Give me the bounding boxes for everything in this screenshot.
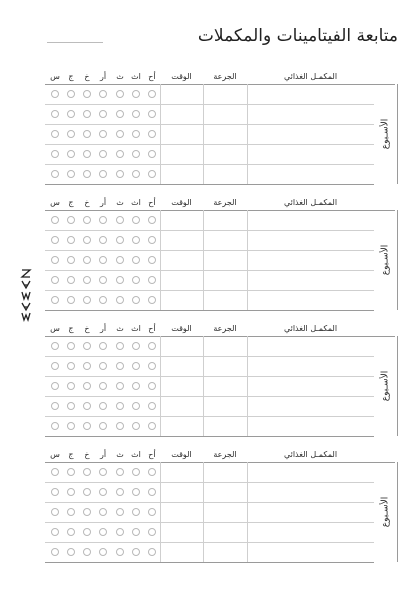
day-checkbox[interactable] [83,296,91,304]
time-cell[interactable] [160,210,203,230]
supplement-cell[interactable] [247,164,374,184]
day-checkbox[interactable] [132,276,140,284]
week-section [0,322,420,442]
day-checkbox[interactable] [51,276,59,284]
day-checkbox[interactable] [51,528,59,536]
day-header: ث [116,450,124,459]
time-cell[interactable] [160,270,203,290]
day-checkbox[interactable] [116,236,124,244]
day-checkbox[interactable] [99,422,107,430]
day-header: س [50,72,60,81]
column-header-time: الوقت [171,324,192,333]
day-checkbox[interactable] [67,422,75,430]
day-header: اث [131,72,141,81]
week-label [378,363,392,409]
time-cell[interactable] [160,230,203,250]
day-checkbox[interactable] [116,382,124,390]
day-checkbox[interactable] [132,256,140,264]
day-checkbox[interactable] [67,342,75,350]
supplement-cell[interactable] [247,290,374,310]
day-checkbox[interactable] [99,508,107,516]
day-checkbox[interactable] [51,422,59,430]
time-cell[interactable] [160,290,203,310]
day-checkbox[interactable] [99,488,107,496]
day-checkbox[interactable] [67,468,75,476]
day-checkbox[interactable] [116,508,124,516]
dose-cell[interactable] [203,290,247,310]
week-divider [397,336,398,436]
day-header: ث [116,198,124,207]
day-checkbox[interactable] [83,150,91,158]
time-cell[interactable] [160,416,203,436]
day-header: ج [68,198,74,207]
day-checkbox[interactable] [132,342,140,350]
day-checkbox[interactable] [67,90,75,98]
day-header: أر [99,72,107,81]
day-checkbox[interactable] [83,402,91,410]
dose-cell[interactable] [203,356,247,376]
day-checkbox[interactable] [51,256,59,264]
day-checkbox[interactable] [148,402,156,410]
day-header: ث [116,72,124,81]
day-checkbox[interactable] [148,382,156,390]
day-header: خ [84,324,90,333]
day-checkbox[interactable] [83,382,91,390]
day-header: اث [131,450,141,459]
day-checkbox[interactable] [99,382,107,390]
week-divider [397,462,398,562]
week-label [378,237,392,283]
time-cell[interactable] [160,462,203,482]
day-checkbox[interactable] [132,236,140,244]
day-checkbox[interactable] [51,90,59,98]
day-checkbox[interactable] [83,276,91,284]
day-checkbox[interactable] [132,548,140,556]
day-checkbox[interactable] [51,382,59,390]
day-header: خ [84,198,90,207]
day-checkbox[interactable] [51,296,59,304]
day-checkbox[interactable] [116,488,124,496]
day-checkbox[interactable] [132,508,140,516]
day-header: خ [84,450,90,459]
day-checkbox[interactable] [67,216,75,224]
day-checkbox[interactable] [116,528,124,536]
week-label-text: الأسـبوع [380,496,391,528]
column-header-dose: الجرعة [213,72,237,81]
time-cell[interactable] [160,144,203,164]
page-title: متابعة الفيتامينات والمكملات [197,26,398,46]
day-checkbox[interactable] [83,90,91,98]
day-header: أح [148,450,156,459]
day-checkbox[interactable] [116,170,124,178]
day-checkbox[interactable] [132,362,140,370]
row-line [45,436,374,437]
day-checkbox[interactable] [132,130,140,138]
day-checkbox[interactable] [132,216,140,224]
day-header: أر [99,198,107,207]
day-checkbox[interactable] [51,508,59,516]
day-checkbox[interactable] [116,90,124,98]
day-checkbox[interactable] [99,90,107,98]
day-header: أر [99,450,107,459]
supplement-cell[interactable] [247,144,374,164]
supplement-cell[interactable] [247,522,374,542]
day-checkbox[interactable] [132,382,140,390]
day-checkbox[interactable] [99,216,107,224]
day-checkbox[interactable] [148,422,156,430]
dose-cell[interactable] [203,144,247,164]
day-checkbox[interactable] [67,110,75,118]
day-checkbox[interactable] [148,342,156,350]
column-header-dose: الجرعة [213,324,237,333]
day-checkbox[interactable] [99,548,107,556]
supplement-cell[interactable] [247,104,374,124]
time-cell[interactable] [160,336,203,356]
dose-cell[interactable] [203,482,247,502]
week-section [0,448,420,568]
dose-cell[interactable] [203,336,247,356]
day-checkbox[interactable] [83,468,91,476]
day-checkbox[interactable] [83,422,91,430]
column-header-supplement: المكمـل الغذائي [283,450,338,459]
day-checkbox[interactable] [67,236,75,244]
supplement-cell[interactable] [247,336,374,356]
day-checkbox[interactable] [148,548,156,556]
week-label-text: الأسـبوع [380,118,391,150]
day-checkbox[interactable] [83,488,91,496]
dose-cell[interactable] [203,270,247,290]
day-checkbox[interactable] [148,276,156,284]
day-checkbox[interactable] [67,362,75,370]
time-cell[interactable] [160,84,203,104]
dose-cell[interactable] [203,522,247,542]
dose-cell[interactable] [203,396,247,416]
supplement-cell[interactable] [247,462,374,482]
dose-cell[interactable] [203,104,247,124]
day-checkbox[interactable] [67,276,75,284]
supplement-cell[interactable] [247,230,374,250]
day-checkbox[interactable] [99,276,107,284]
day-checkbox[interactable] [132,296,140,304]
day-checkbox[interactable] [83,342,91,350]
day-header: ج [68,450,74,459]
day-checkbox[interactable] [83,110,91,118]
dose-cell[interactable] [203,502,247,522]
day-checkbox[interactable] [99,296,107,304]
day-checkbox[interactable] [99,468,107,476]
day-checkbox[interactable] [67,508,75,516]
day-header: ج [68,324,74,333]
day-checkbox[interactable] [83,256,91,264]
time-cell[interactable] [160,522,203,542]
week-label-text: الأسـبوع [380,370,391,402]
day-checkbox[interactable] [132,90,140,98]
day-checkbox[interactable] [51,362,59,370]
day-checkbox[interactable] [67,382,75,390]
day-checkbox[interactable] [99,110,107,118]
supplement-cell[interactable] [247,270,374,290]
day-checkbox[interactable] [51,216,59,224]
row-line [45,562,374,563]
day-checkbox[interactable] [116,296,124,304]
day-header: أح [148,324,156,333]
day-checkbox[interactable] [83,528,91,536]
supplement-cell[interactable] [247,356,374,376]
day-checkbox[interactable] [67,548,75,556]
time-cell[interactable] [160,124,203,144]
dose-cell[interactable] [203,84,247,104]
dose-cell[interactable] [203,462,247,482]
supplement-cell[interactable] [247,124,374,144]
dose-cell[interactable] [203,164,247,184]
day-checkbox[interactable] [99,150,107,158]
dose-cell[interactable] [203,376,247,396]
day-checkbox[interactable] [148,256,156,264]
day-checkbox[interactable] [67,296,75,304]
supplement-cell[interactable] [247,542,374,562]
day-checkbox[interactable] [99,170,107,178]
day-header: اث [131,198,141,207]
day-checkbox[interactable] [148,170,156,178]
day-checkbox[interactable] [51,342,59,350]
day-checkbox[interactable] [132,422,140,430]
dose-cell[interactable] [203,230,247,250]
column-header-time: الوقت [171,198,192,207]
column-header-supplement: المكمـل الغذائي [283,72,338,81]
day-checkbox[interactable] [51,488,59,496]
day-checkbox[interactable] [51,402,59,410]
day-checkbox[interactable] [148,508,156,516]
time-cell[interactable] [160,250,203,270]
day-checkbox[interactable] [67,488,75,496]
day-checkbox[interactable] [132,110,140,118]
day-checkbox[interactable] [148,150,156,158]
day-checkbox[interactable] [132,170,140,178]
day-header: ث [116,324,124,333]
time-cell[interactable] [160,164,203,184]
day-checkbox[interactable] [148,236,156,244]
day-checkbox[interactable] [67,150,75,158]
day-header: أح [148,72,156,81]
day-checkbox[interactable] [132,468,140,476]
day-checkbox[interactable] [51,468,59,476]
supplement-cell[interactable] [247,210,374,230]
day-checkbox[interactable] [116,150,124,158]
day-checkbox[interactable] [99,256,107,264]
day-checkbox[interactable] [51,150,59,158]
date-line[interactable] [47,42,103,43]
day-checkbox[interactable] [148,488,156,496]
day-checkbox[interactable] [99,130,107,138]
day-checkbox[interactable] [116,110,124,118]
supplement-cell[interactable] [247,84,374,104]
day-checkbox[interactable] [99,362,107,370]
day-checkbox[interactable] [51,170,59,178]
day-checkbox[interactable] [148,362,156,370]
column-header-dose: الجرعة [213,450,237,459]
dose-cell[interactable] [203,210,247,230]
day-checkbox[interactable] [148,110,156,118]
day-checkbox[interactable] [83,236,91,244]
day-checkbox[interactable] [116,216,124,224]
column-header-dose: الجرعة [213,198,237,207]
column-header-supplement: المكمـل الغذائي [283,324,338,333]
time-cell[interactable] [160,542,203,562]
day-checkbox[interactable] [51,548,59,556]
day-header: س [50,198,60,207]
week-divider [397,84,398,184]
supplement-cell[interactable] [247,396,374,416]
day-checkbox[interactable] [99,236,107,244]
day-checkbox[interactable] [83,548,91,556]
supplement-cell[interactable] [247,482,374,502]
week-label [378,111,392,157]
week-section [0,196,420,316]
dose-cell[interactable] [203,124,247,144]
day-header: خ [84,72,90,81]
column-header-time: الوقت [171,72,192,81]
row-line [45,310,374,311]
time-cell[interactable] [160,376,203,396]
day-checkbox[interactable] [116,130,124,138]
day-header: أح [148,198,156,207]
day-checkbox[interactable] [51,130,59,138]
day-checkbox[interactable] [148,296,156,304]
day-checkbox[interactable] [83,508,91,516]
day-checkbox[interactable] [83,362,91,370]
day-checkbox[interactable] [51,236,59,244]
day-checkbox[interactable] [99,342,107,350]
dose-cell[interactable] [203,416,247,436]
column-header-time: الوقت [171,450,192,459]
time-cell[interactable] [160,356,203,376]
day-checkbox[interactable] [83,170,91,178]
day-checkbox[interactable] [132,528,140,536]
time-cell[interactable] [160,396,203,416]
day-checkbox[interactable] [99,528,107,536]
week-label [378,489,392,535]
week-divider [397,210,398,310]
day-header: اث [131,324,141,333]
day-checkbox[interactable] [148,528,156,536]
day-checkbox[interactable] [83,216,91,224]
week-section [0,70,420,190]
week-label-text: الأسـبوع [380,244,391,276]
day-checkbox[interactable] [116,256,124,264]
day-checkbox[interactable] [132,402,140,410]
day-checkbox[interactable] [148,130,156,138]
day-checkbox[interactable] [116,276,124,284]
day-checkbox[interactable] [116,342,124,350]
day-checkbox[interactable] [148,468,156,476]
day-checkbox[interactable] [67,256,75,264]
day-checkbox[interactable] [132,488,140,496]
day-checkbox[interactable] [99,402,107,410]
day-checkbox[interactable] [116,422,124,430]
day-header: س [50,450,60,459]
day-checkbox[interactable] [116,468,124,476]
supplement-cell[interactable] [247,502,374,522]
day-checkbox[interactable] [148,216,156,224]
supplement-cell[interactable] [247,250,374,270]
day-checkbox[interactable] [148,90,156,98]
row-line [45,184,374,185]
time-cell[interactable] [160,104,203,124]
time-cell[interactable] [160,502,203,522]
day-checkbox[interactable] [67,170,75,178]
day-checkbox[interactable] [67,130,75,138]
day-checkbox[interactable] [67,402,75,410]
day-checkbox[interactable] [83,130,91,138]
day-checkbox[interactable] [132,150,140,158]
day-checkbox[interactable] [51,110,59,118]
column-header-supplement: المكمـل الغذائي [283,198,338,207]
dose-cell[interactable] [203,250,247,270]
day-header: ج [68,72,74,81]
day-header: أر [99,324,107,333]
day-checkbox[interactable] [116,402,124,410]
day-checkbox[interactable] [116,548,124,556]
dose-cell[interactable] [203,542,247,562]
day-checkbox[interactable] [116,362,124,370]
day-header: س [50,324,60,333]
day-checkbox[interactable] [67,528,75,536]
supplement-cell[interactable] [247,376,374,396]
supplement-cell[interactable] [247,416,374,436]
time-cell[interactable] [160,482,203,502]
